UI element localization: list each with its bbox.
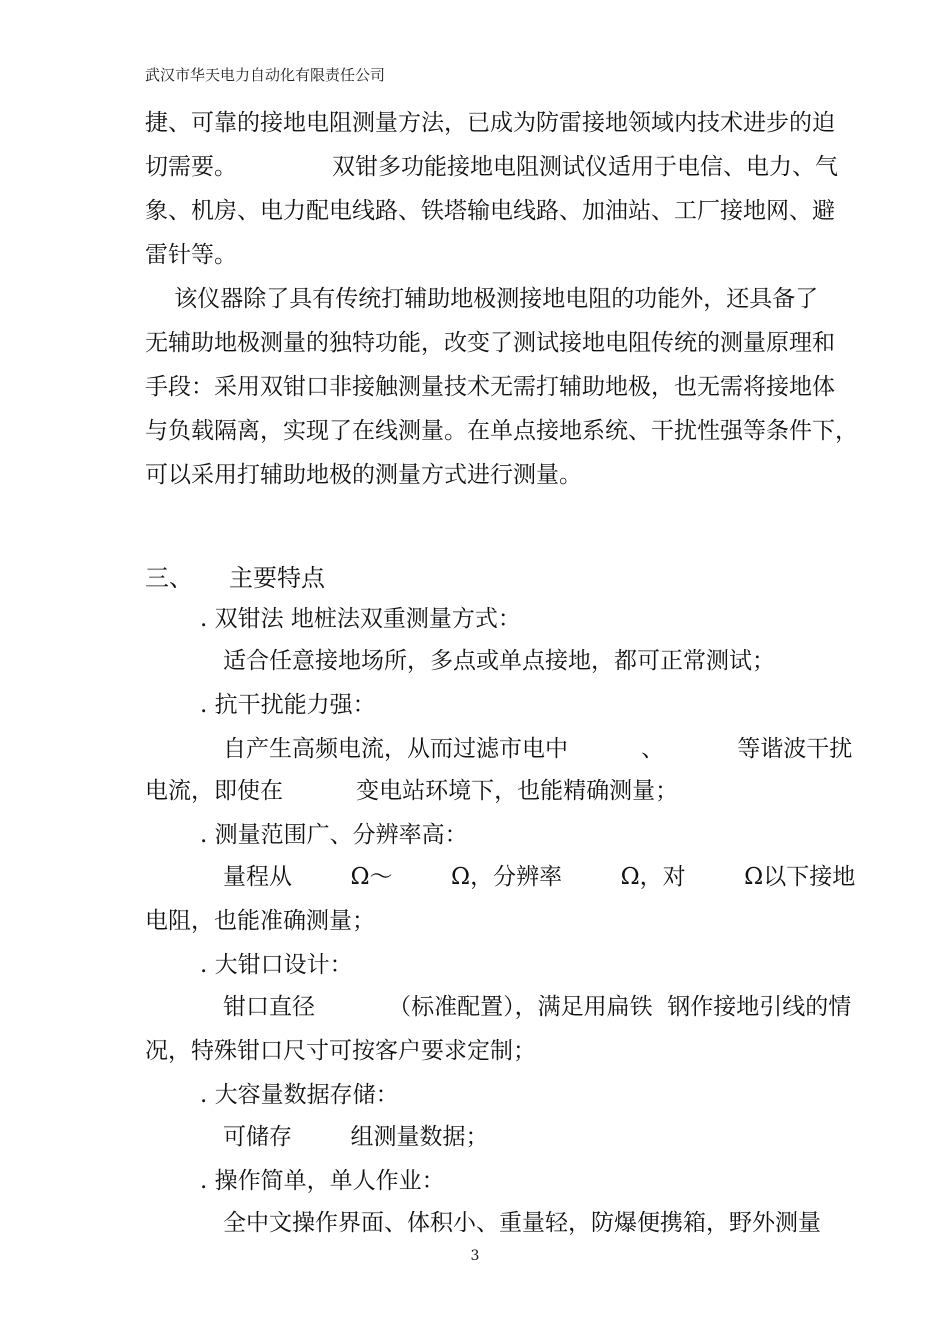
feature-3-title: . 测量范围广、分辨率高： (200, 822, 468, 848)
paragraph2-line-5: 可以采用打辅助地极的测量方式进行测量。 (145, 462, 582, 488)
feature-6-desc: 全中文操作界面、体积小、重量轻，防爆便携箱，野外测量 (223, 1210, 821, 1236)
intro-line-1: 捷、可靠的接地电阻测量方法，已成为防雷接地领域内技术进步的迫 (145, 110, 835, 136)
feature-3-desc-line-2: 电阻，也能准确测量； (145, 908, 375, 934)
feature-2-desc-line-1: 自产生高频电流，从而过滤市电中 、 等谐波干扰 (223, 736, 853, 762)
page-header: 武汉市华天电力自动化有限责任公司 (145, 66, 386, 84)
intro-line-4: 雷针等。 (145, 242, 237, 268)
feature-6-title: . 操作简单，单人作业： (200, 1168, 445, 1194)
page-number: 3 (470, 1248, 480, 1264)
intro-line-2: 切需要。 双钳多功能接地电阻测试仪适用于电信、电力、气 (145, 154, 839, 180)
feature-5-desc: 可储存 组测量数据； (223, 1124, 489, 1150)
feature-4-desc-line-2: 况，特殊钳口尺寸可按客户要求定制； (145, 1038, 536, 1064)
feature-1-desc: 适合任意接地场所，多点或单点接地，都可正常测试； (223, 648, 775, 674)
intro-line-3: 象、机房、电力配电线路、铁塔输电线路、加油站、工厂接地网、避 (145, 198, 835, 224)
paragraph2-line-2: 无辅助地极测量的独特功能，改变了测试接地电阻传统的测量原理和 (145, 330, 835, 356)
feature-2-title: . 抗干扰能力强： (200, 692, 376, 718)
section-heading (145, 558, 325, 593)
paragraph2-line-3: 手段：采用双钳口非接触测量技术无需打辅助地极，也无需将接地体 (145, 374, 835, 400)
paragraph2-line-4: 与负载隔离，实现了在线测量。在单点接地系统、干扰性强等条件下， (145, 418, 858, 444)
feature-2-desc-line-2: 电流，即使在 变电站环境下，也能精确测量； (145, 778, 679, 804)
section-number: 三、 (145, 564, 193, 592)
feature-1-title: . 双钳法 地桩法双重测量方式： (200, 606, 521, 632)
paragraph2-line-1: 该仪器除了具有传统打辅助地极测接地电阻的功能外，还具备了 (145, 286, 819, 312)
feature-5-title: . 大容量数据存储： (200, 1082, 399, 1108)
feature-4-desc-line-1: 钳口直径 （标准配置），满足用扁铁 钢作接地引线的情 (223, 994, 852, 1020)
feature-3-desc-line-1: 量程从 Ω～ Ω，分辨率 Ω，对 Ω以下接地 (223, 864, 856, 890)
feature-4-title: . 大钳口设计： (200, 952, 353, 978)
section-title: 主要特点 (229, 564, 325, 592)
